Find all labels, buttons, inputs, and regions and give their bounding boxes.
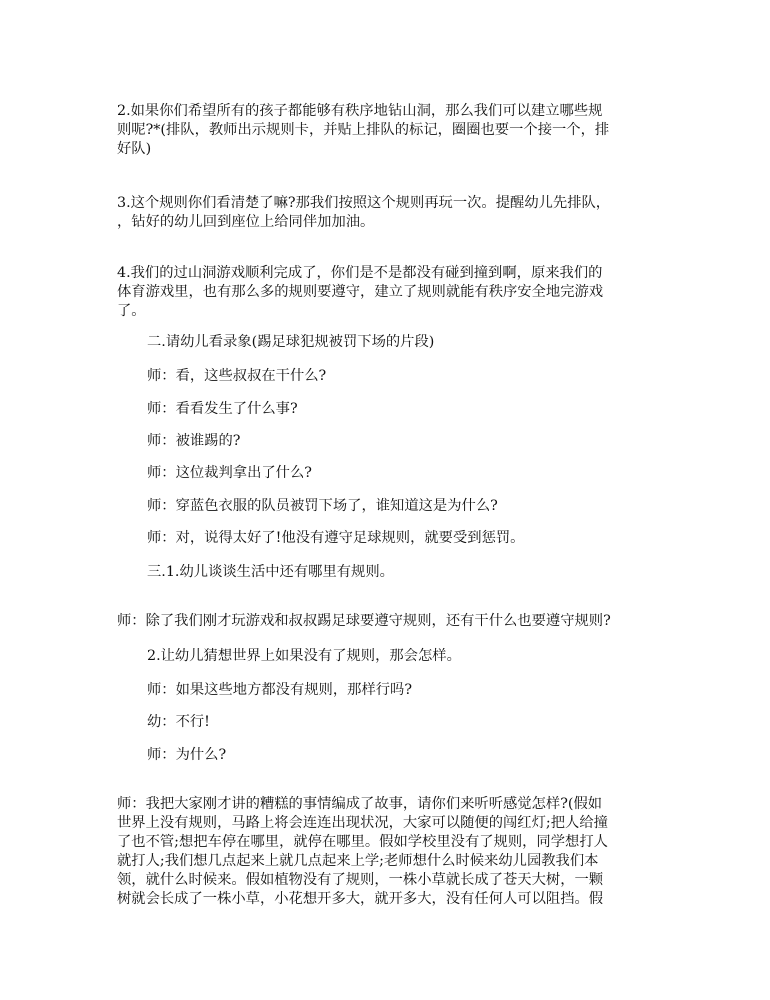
- dialog-line: 师：穿蓝色衣服的队员被罚下场了，谁知道这是为什么?: [147, 498, 498, 514]
- text-line: 领，就什么时候来。假如植物没有了规则，一株小草就长成了苍天大树，一颗: [117, 872, 604, 888]
- dialog-line: 师：被谁踢的?: [147, 433, 241, 449]
- dialog-line: 师：如果这些地方都没有规则，那样行吗?: [147, 682, 413, 698]
- text-line: 师：我把大家刚才讲的糟糕的事情编成了故事，请你们来听听感觉怎样?(假如: [117, 796, 603, 812]
- paragraph-game-complete: [117, 264, 603, 321]
- dialog-line: 幼：不行!: [147, 714, 210, 730]
- teacher-question: 师：除了我们刚才玩游戏和叔叔踢足球要遵守规则，还有干什么也要遵守规则?: [117, 613, 611, 629]
- text-line: 3.这个规则你们看清楚了嘛?那我们按照这个规则再玩一次。提醒幼儿先排队，: [117, 195, 611, 211]
- section-2-title: 二.请幼儿看录象(踢足球犯规被罚下场的片段): [147, 334, 435, 350]
- text-line: 2.如果你们希望所有的孩子都能够有秩序地钻山洞，那么我们可以建立哪些规: [117, 103, 603, 119]
- text-line: ，钻好的幼儿回到座位上给同伴加加油。: [117, 214, 375, 230]
- paragraph-rule-replay: [117, 194, 610, 232]
- dialog-line: 师：为什么?: [147, 747, 227, 763]
- item-2: 2.让幼儿猜想世界上如果没有了规则，那会怎样。: [147, 648, 461, 664]
- paragraph-story: [117, 795, 608, 909]
- dialog-line: 师：看看发生了什么事?: [147, 401, 298, 417]
- text-line: 好队): [117, 141, 152, 157]
- text-line: 就打人;我们想几点起来上就几点起来上学;老师想什么时候来幼儿园教我们本: [117, 853, 599, 869]
- section-3-title: 三.1.幼儿谈谈生活中还有哪里有规则。: [147, 564, 394, 580]
- text-line: 4.我们的过山洞游戏顺利完成了，你们是不是都没有碰到撞到啊，原来我们的: [117, 265, 603, 281]
- dialog-line: 师：看，这些叔叔在干什么?: [147, 368, 327, 384]
- text-line: 世界上没有规则，马路上将会连连出现状况，大家可以随便的闯红灯;把人给撞: [117, 815, 608, 831]
- text-line: 体育游戏里，也有那么多的规则要遵守，建立了规则就能有秩序安全地完游戏: [117, 284, 604, 300]
- text-line: 则呢?*(排队，教师出示规则卡，并贴上排队的标记，圈圈也要一个接一个，排: [117, 122, 610, 138]
- text-line: 树就会长成了一株小草，小花想开多大，就开多大，没有任何人可以阻挡。假: [117, 891, 604, 907]
- dialog-line: 师：这位裁判拿出了什么?: [147, 465, 312, 481]
- text-line: 了。: [117, 303, 146, 319]
- dialog-line: 师：对，说得太好了!他没有遵守足球规则，就要受到惩罚。: [147, 530, 525, 546]
- text-line: 了也不管;想把车停在哪里，就停在哪里。假如学校里没有了规则，同学想打人: [117, 834, 608, 850]
- paragraph-rule-question: [117, 102, 609, 159]
